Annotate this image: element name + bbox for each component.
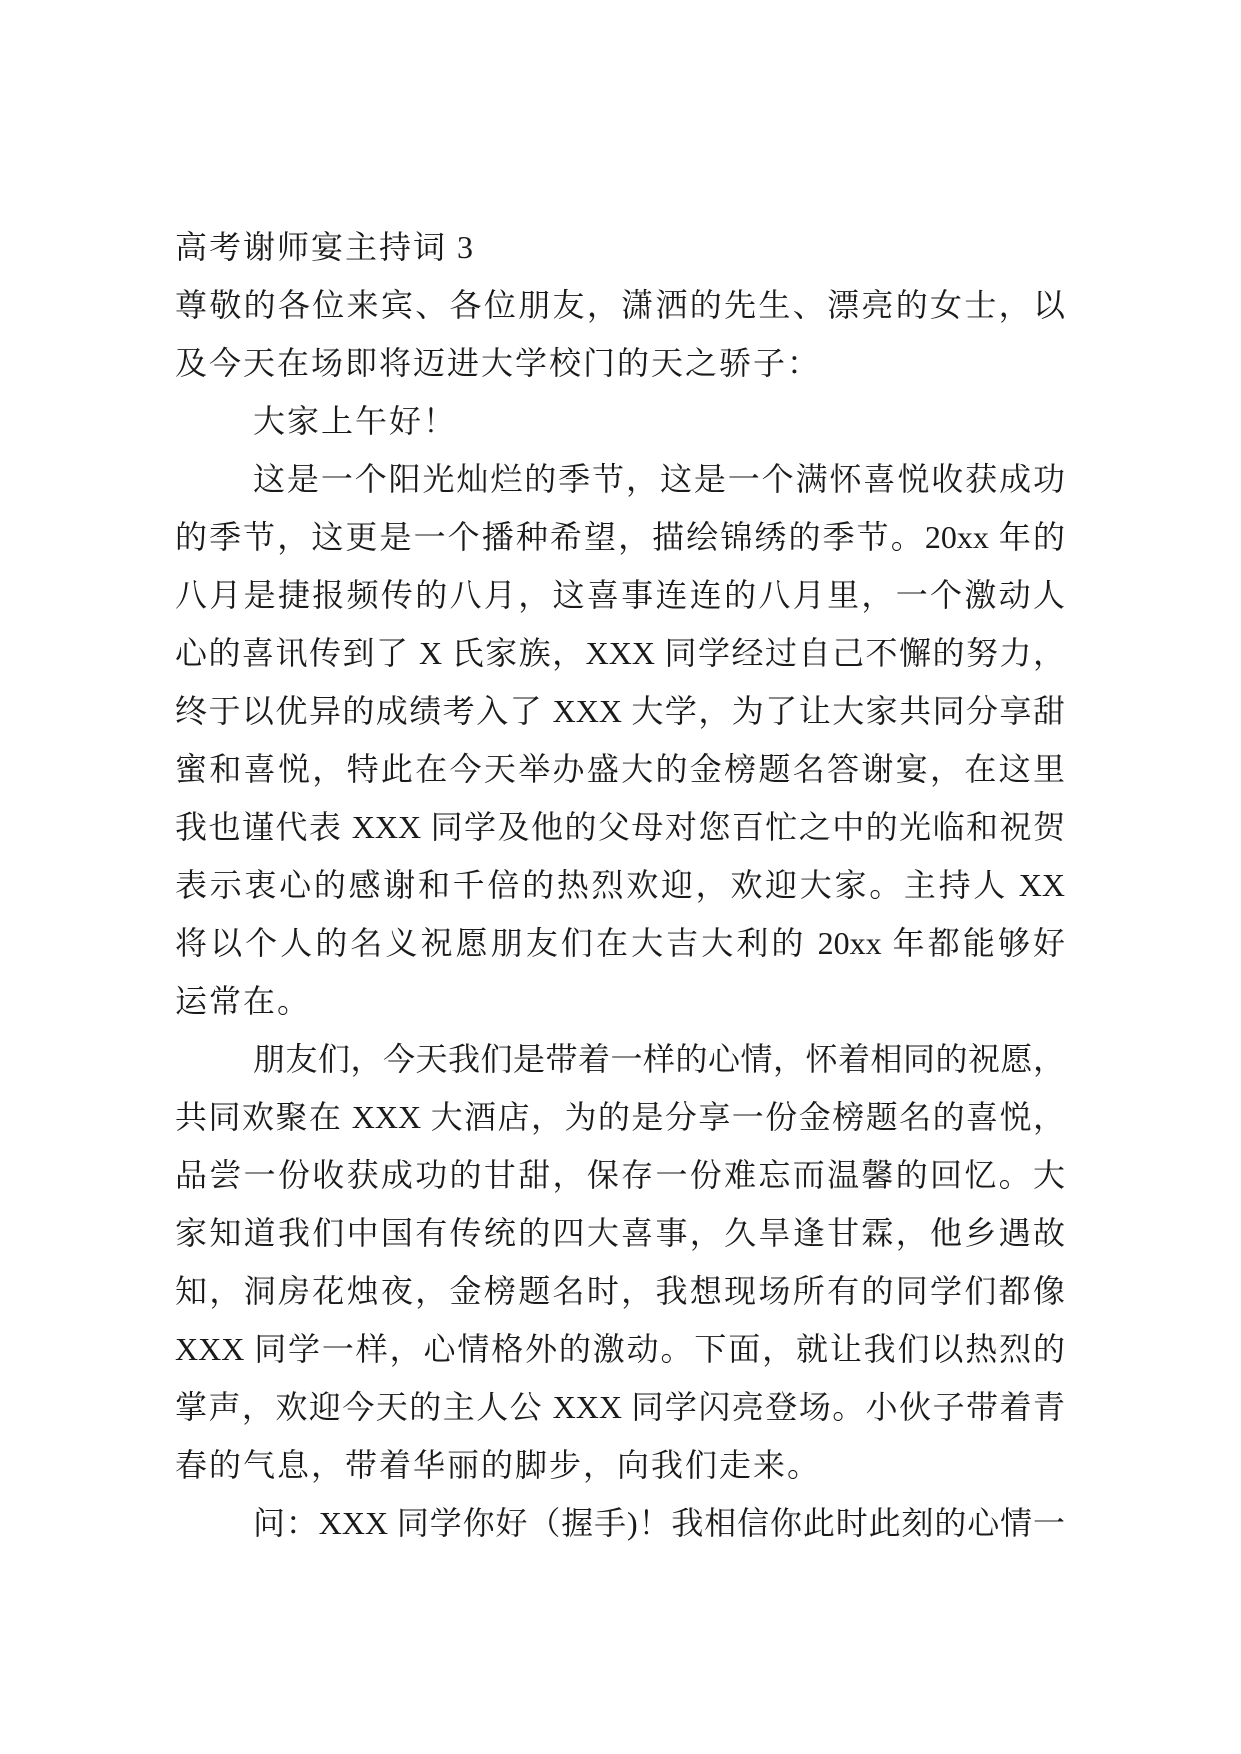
text-line: 朋友们，今天我们是带着一样的心情，怀着相同的祝愿，: [253, 1041, 1065, 1077]
document-body: [175, 218, 1065, 1552]
text-line: 我也谨代表 XXX 同学及他的父母对您百忙之中的光临和祝贺: [175, 809, 1065, 845]
text-line: 的季节，这更是一个播种希望，描绘锦绣的季节。20xx 年的: [175, 519, 1065, 555]
text-line: 春的气息，带着华丽的脚步，向我们走来。: [175, 1447, 822, 1483]
text-line: 问：XXX 同学你好（握手)！我相信你此时此刻的心情一: [253, 1505, 1065, 1541]
text-line: 将以个人的名义祝愿朋友们在大吉大利的 20xx 年都能够好: [175, 925, 1065, 961]
document-title: 高考谢师宴主持词 3: [175, 229, 476, 265]
text-line: 蜜和喜悦，特此在今天举办盛大的金榜题名答谢宴，在这里: [175, 751, 1065, 787]
text-line: 尊敬的各位来宾、各位朋友，潇洒的先生、漂亮的女士，以: [175, 287, 1065, 323]
text-line: 表示衷心的感谢和千倍的热烈欢迎，欢迎大家。主持人 XX: [175, 867, 1065, 903]
text-line: 心的喜讯传到了 X 氏家族，XXX 同学经过自己不懈的努力，: [175, 635, 1065, 671]
text-line: 及今天在场即将迈进大学校门的天之骄子：: [175, 345, 822, 381]
text-line: 共同欢聚在 XXX 大酒店，为的是分享一份金榜题名的喜悦，: [175, 1099, 1065, 1135]
text-line: 家知道我们中国有传统的四大喜事，久旱逢甘霖，他乡遇故: [175, 1215, 1065, 1251]
text-line: 运常在。: [175, 983, 312, 1019]
text-line: 终于以优异的成绩考入了 XXX 大学，为了让大家共同分享甜: [175, 693, 1065, 729]
text-line: 大家上午好！: [253, 403, 458, 439]
text-line: 品尝一份收获成功的甘甜，保存一份难忘而温馨的回忆。大: [175, 1157, 1065, 1193]
text-line: 这是一个阳光灿烂的季节，这是一个满怀喜悦收获成功: [253, 461, 1065, 497]
text-line: 掌声，欢迎今天的主人公 XXX 同学闪亮登场。小伙子带着青: [175, 1389, 1065, 1425]
text-line: 知，洞房花烛夜，金榜题名时，我想现场所有的同学们都像: [175, 1273, 1065, 1309]
text-line: XXX 同学一样，心情格外的激动。下面，就让我们以热烈的: [175, 1331, 1065, 1367]
text-line: 八月是捷报频传的八月，这喜事连连的八月里，一个激动人: [175, 577, 1065, 613]
